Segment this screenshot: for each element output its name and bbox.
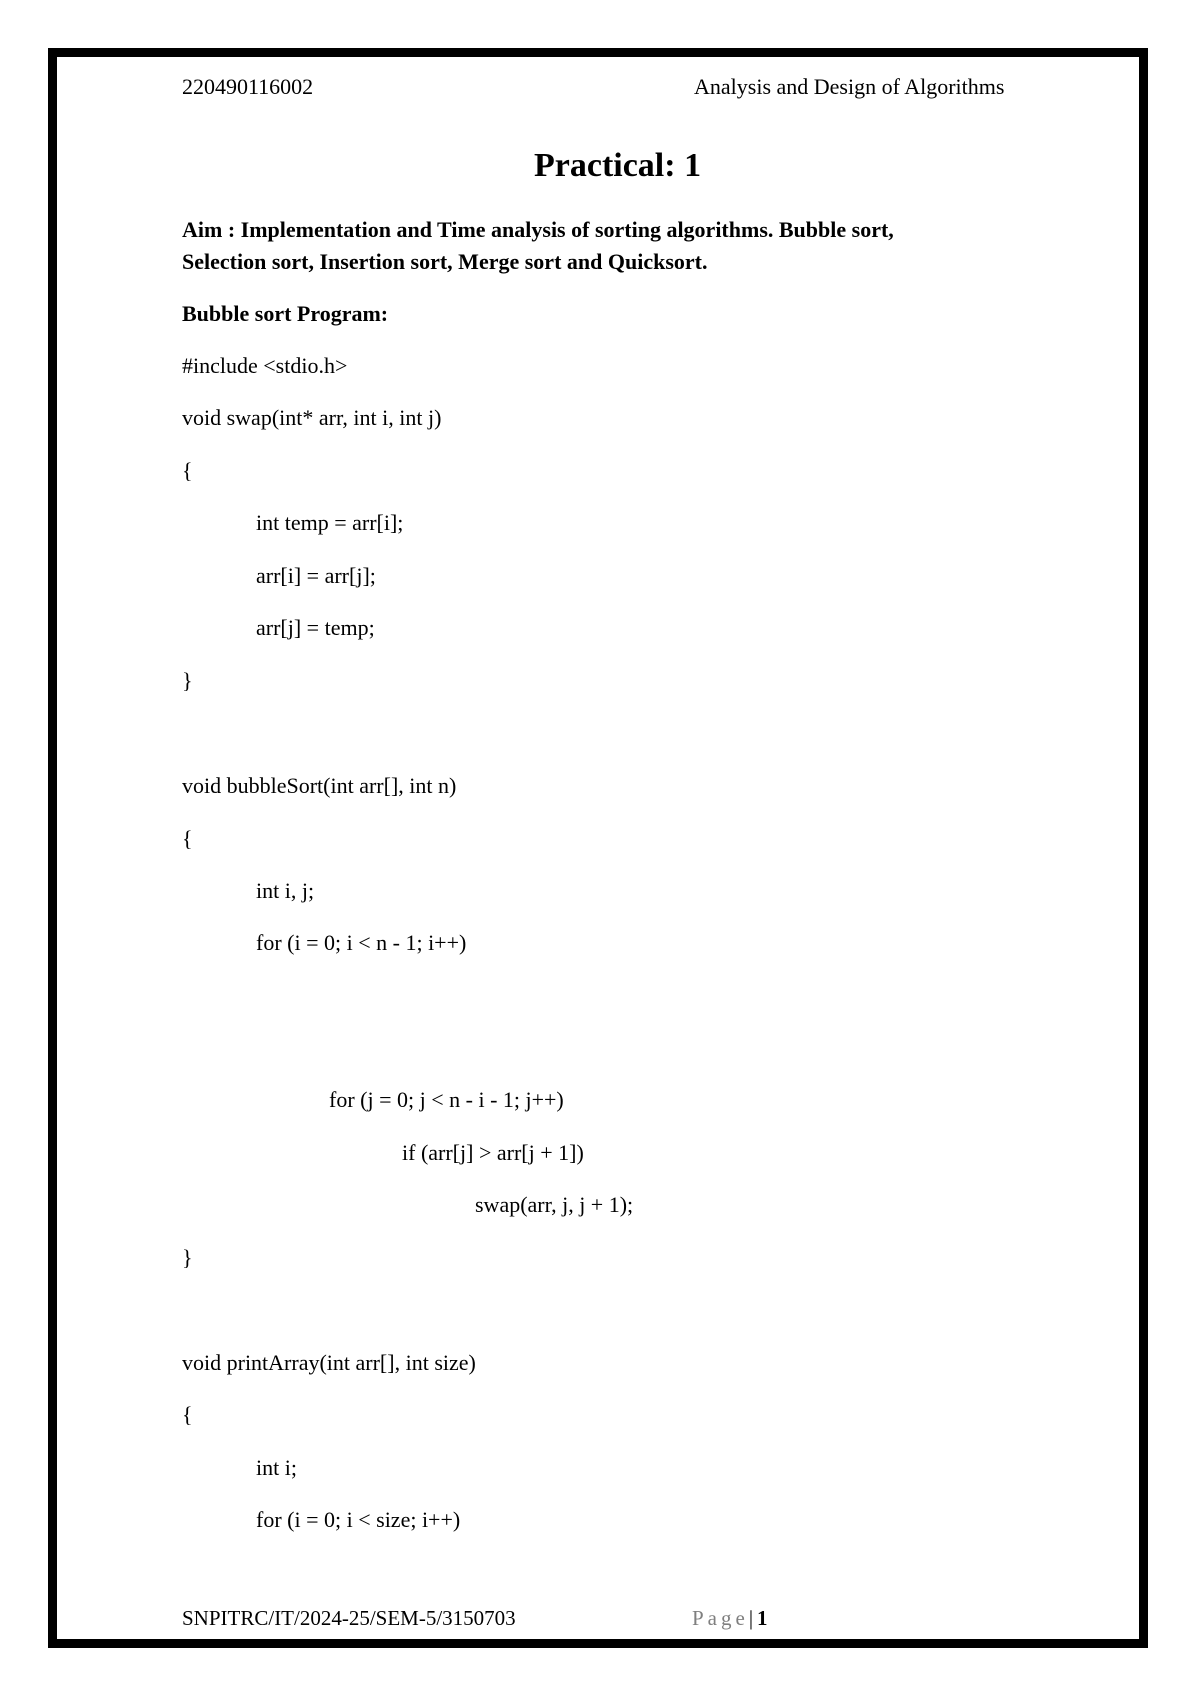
section-heading: Bubble sort Program:	[182, 301, 389, 326]
page-title: Practical: 1	[534, 147, 702, 184]
code-line: arr[i] = arr[j];	[256, 563, 376, 588]
code-line: if (arr[j] > arr[j + 1])	[402, 1140, 584, 1165]
footer-course-code: SNPITRC/IT/2024-25/SEM-5/3150703	[182, 1606, 516, 1630]
code-line: swap(arr, j, j + 1);	[475, 1192, 634, 1217]
page-separator: |	[748, 1606, 754, 1630]
code-line: }	[182, 1245, 193, 1270]
code-line: {	[182, 826, 193, 851]
page-number: 1	[757, 1606, 768, 1630]
header-student-id: 220490116002	[182, 74, 314, 99]
code-line: for (i = 0; i < n - 1; i++)	[256, 930, 467, 955]
code-line: arr[j] = temp;	[256, 615, 375, 640]
header-subject: Analysis and Design of Algorithms	[694, 74, 1005, 99]
aim-line-2: Selection sort, Insertion sort, Merge sort and Quicksort.	[182, 249, 708, 274]
code-line: for (j = 0; j < n - i - 1; j++)	[329, 1087, 564, 1112]
code-line: int i;	[256, 1455, 297, 1480]
aim-line-1: Aim : Implementation and Time analysis of sorting algorithms. Bubble sort,	[182, 217, 894, 242]
footer-page-indicator	[692, 1606, 768, 1631]
code-line: {	[182, 1402, 193, 1427]
page-label: Page	[692, 1606, 749, 1630]
code-line: void bubbleSort(int arr[], int n)	[182, 773, 457, 798]
code-line: void swap(int* arr, int i, int j)	[182, 405, 442, 430]
page-border	[48, 48, 1148, 1648]
code-line: void printArray(int arr[], int size)	[182, 1350, 476, 1375]
code-line: #include <stdio.h>	[182, 353, 348, 378]
code-line: int temp = arr[i];	[256, 510, 404, 535]
code-line: }	[182, 668, 193, 693]
code-line: for (i = 0; i < size; i++)	[256, 1507, 461, 1532]
code-line: int i, j;	[256, 878, 315, 903]
code-line: {	[182, 458, 193, 483]
